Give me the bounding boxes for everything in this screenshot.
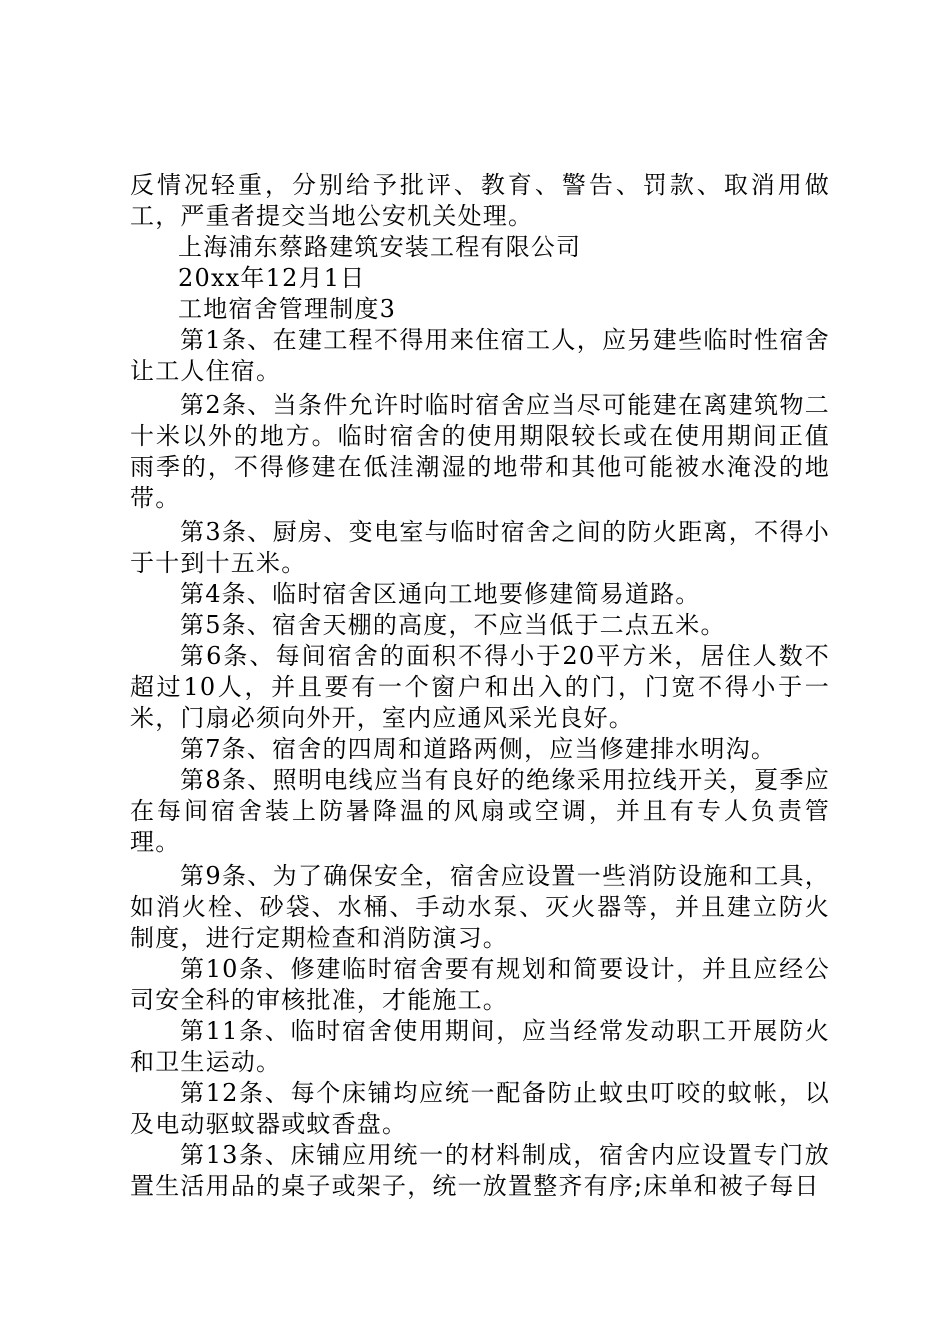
article-11: 第11条、临时宿舍使用期间，应当经常发动职工开展防火和卫生运动。 bbox=[130, 1017, 830, 1076]
article-10: 第10条、修建临时宿舍要有规划和简要设计，并且应经公司安全科的审核批准，才能施工。 bbox=[130, 955, 830, 1014]
article-2: 第2条、当条件允许时临时宿舍应当尽可能建在离建筑物二十米以外的地方。临时宿舍的使用期限较长或在使用期间正值雨季的，不得修建在低洼潮湿的地带和其他可能被水淹没的地带。 bbox=[130, 391, 830, 512]
article-1: 第1条、在建工程不得用来住宿工人，应另建些临时性宿舍让工人住宿。 bbox=[130, 326, 830, 385]
article-5: 第5条、宿舍天棚的高度，不应当低于二点五米。 bbox=[180, 611, 726, 639]
article-12: 第12条、每个床铺均应统一配备防止蚊虫叮咬的蚊帐，以及电动驱蚊器或蚊香盘。 bbox=[130, 1079, 830, 1138]
article-8: 第8条、照明电线应当有良好的绝缘采用拉线开关，夏季应在每间宿舍装上防暑降温的风扇或空调，并且有专人负责管理。 bbox=[130, 766, 830, 856]
document-date: 20xx年12月1日 bbox=[178, 264, 366, 292]
article-4: 第4条、临时宿舍区通向工地要修建简易道路。 bbox=[180, 580, 701, 608]
document-body bbox=[130, 170, 830, 1202]
paragraph-continuation: 反情况轻重，分别给予批评、教育、警告、罚款、取消用做工，严重者提交当地公安机关处理。 bbox=[130, 171, 830, 230]
article-6: 第6条、每间宿舍的面积不得小于20平方米，居住人数不超过10人，并且要有一个窗户和出入的门，门宽不得小于一米，门扇必须向外开，室内应通风采光良好。 bbox=[130, 642, 830, 732]
article-13: 第13条、床铺应用统一的材料制成，宿舍内应设置专门放置生活用品的桌子或架子，统一放置整齐有序;床单和被子每日 bbox=[130, 1141, 830, 1200]
article-9: 第9条、为了确保安全，宿舍应设置一些消防设施和工具，如消火栓、砂袋、水桶、手动水泵、灭火器等，并且建立防火制度，进行定期检查和消防演习。 bbox=[130, 862, 830, 952]
article-7: 第7条、宿舍的四周和道路两侧，应当修建排水明沟。 bbox=[180, 735, 777, 763]
article-3: 第3条、厨房、变电室与临时宿舍之间的防火距离，不得小于十到十五米。 bbox=[130, 518, 830, 577]
section-title: 工地宿舍管理制度3 bbox=[178, 295, 397, 323]
company-name: 上海浦东蔡路建筑安装工程有限公司 bbox=[178, 233, 582, 261]
